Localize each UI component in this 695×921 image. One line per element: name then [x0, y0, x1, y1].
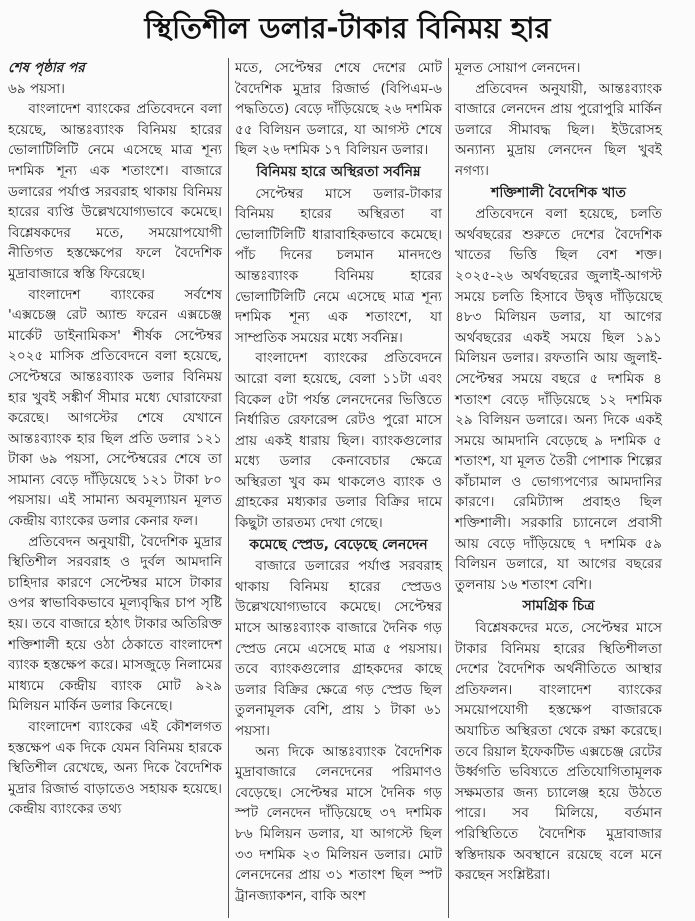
paragraph: বাংলাদেশ ব্যাংকের প্রতিবেদনে আরো বলা হয়েছে, বেলা ১১টা এবং বিকেল ৫টা পর্যন্ত লেনদেনের ভিত্তিতে নির্ধারিত রেফারেন্স রেটও পুরো মাসে প্রায় একই ধারায় ছিল। ব্যাংকগুলোর মধ্যে ডলার কেনাবেচার ক্ষেত্রে অস্থিরতা খুব কম থাকলেও ব্যাংক ও গ্রাহকের মধ্যকার ডলার বিক্রির দামে কিছুটা তারতম্য দেখা গেছে। — [235, 350, 442, 532]
column-1 — [8, 58, 228, 918]
paragraph: মূলত সোয়াপ লেনদেন। — [455, 60, 581, 76]
subheading: সামগ্রিক চিত্র — [522, 598, 595, 615]
paragraph: মতে, সেপ্টেম্বর শেষে দেশের মোট বৈদেশিক মুদ্রার রিজার্ভ (বিপিএম-৬ পদ্ধতিতে) বেড়ে দাঁড়িয়েছে ২৬ দশমিক ৫৫ বিলিয়ন ডলারে, যা আগস্ট শেষে ছিল ২৬ দশমিক ১৭ বিলিয়ন ডলার। — [235, 60, 442, 159]
column-3 — [448, 58, 668, 918]
paragraph: বিশ্লেষকদের মতে, সেপ্টেম্বর মাসে টাকার বিনিময় হারের স্থিতিশীলতা দেশের বৈদেশিক অর্থনীতিতে আস্থার প্রতিফলন। বাংলাদেশ ব্যাংকের সময়োপযোগী হস্তক্ষেপ বাজারকে অযাচিত অস্থিরতা থেকে রক্ষা করেছে। তবে রিয়াল ইফেকটিভ এক্সচেঞ্জ রেটের উর্ধ্বগতি ভবিষ্যতে প্রতিযোগিতামূলক সক্ষমতার জন্য চ্যালেঞ্জ হয়ে উঠতে পারে। সব মিলিয়ে, বর্তমান পরিস্থিতিতে বৈদেশিক মুদ্রাবাজার স্বস্তিদায়ক অবস্থানে রয়েছে বলে মনে করছেন সংশ্লিষ্টরা। — [455, 620, 662, 884]
paragraph: বাংলাদেশ ব্যাংকের সর্বশেষ 'এক্সচেঞ্জ রেট অ্যান্ড ফরেন এক্সচেঞ্জ মার্কেট ডাইনামিকস' শীর্ষক সেপ্টেম্বর ২০২৫ মাসিক প্রতিবেদনে বলা হয়েছে, সেপ্টেম্বরে আন্তঃব্যাংক ডলার বিনিময় হার খুবই সঙ্কীর্ণ সীমার মধ্যে ঘোরাফেরা করেছে। আগস্টের শেষে যেখানে আন্তঃব্যাংক হার ছিল প্রতি ডলার ১২১ টাকা ৬৯ পয়সা, সেপ্টেম্বরের শেষে তা সামান্য বেড়ে দাঁড়িয়েছে ১২১ টাকা ৮০ পয়সায়। এই সামান্য অবমূল্যায়ন মূলত কেন্দ্রীয় ব্যাংকের ডলার কেনার ফল। — [8, 286, 222, 530]
headline: স্থিতিশীল ডলার-টাকার বিনিময় হার — [144, 11, 551, 45]
paragraph: বাজারে ডলারের পর্যাপ্ত সরবরাহ থাকায় বিনিময় হারের স্প্রেডও উল্লেখযোগ্যভাবে কমেছে। সেপ্টেম্বর মাসে আন্তঃব্যাংক বাজারে দৈনিক গড় স্প্রেড নেমে এসেছে মাত্র ৫ পয়সায়। তবে ব্যাংকগুলোর গ্রাহকদের কাছে ডলার বিক্রির ক্ষেত্রে গড় স্প্রেড ছিল তুলনামূলক বেশি, প্রায় ১ টাকা ৬১ পয়সা। — [235, 558, 442, 739]
paragraph: প্রতিবেদন অনুযায়ী, বৈদেশিক মুদ্রার স্থিতিশীল সরবরাহ ও দুর্বল আমদানি চাহিদার কারণে সেপ্টেম্বর মাসে টাকার ওপর স্বাভাবিকভাবে মূল্যবৃদ্ধির চাপ সৃষ্টি হয়। তবে বাজারে হঠাৎ টাকার অতিরিক্ত শক্তিশালী হয়ে ওঠা ঠেকাতে বাংলাদেশ ব্যাংক হস্তক্ষেপ করে। মাসজুড়ে নিলামের মাধ্যমে কেন্দ্রীয় ব্যাংক মোট ৯২৯ মিলিয়ন মার্কিন ডলার কিনেছে। — [8, 533, 222, 715]
column-2 — [228, 58, 448, 918]
subheading: বিনিময় হারে অস্থিরতা সর্বনিম্ন — [256, 163, 421, 180]
paragraph: অন্য দিকে আন্তঃব্যাংক বৈদেশিক মুদ্রাবাজারে লেনদেনের পরিমাণও বেড়েছে। সেপ্টেম্বর মাসে দৈনিক গড় স্পট লেনদেন দাঁড়িয়েছে ৩৭ দশমিক ৮৬ মিলিয়ন ডলার, যা আগস্টে ছিল ৩৩ দশমিক ২৩ মিলিয়ন ডলার। মোট লেনদেনের প্রায় ৩১ শতাংশ ছিল স্পট ট্রানজ্যাকশন, বাকি অংশ — [235, 743, 442, 904]
paragraph: বাংলাদেশ ব্যাংকের এই কৌশলগত হস্তক্ষেপ এক দিকে যেমন বিনিময় হারকে স্থিতিশীল রেখেছে, অন্য দিকে বৈদেশিক মুদ্রার রিজার্ভ বাড়াতেও সহায়ক হয়েছে। কেন্দ্রীয় ব্যাংকের তথ্য — [8, 719, 222, 818]
subheading: শক্তিশালী বৈদেশিক খাত — [491, 184, 626, 201]
paragraph: সেপ্টেম্বর মাসে ডলার-টাকার বিনিময় হারের অস্থিরতা বা ভোলাটিলিটি ধারাবাহিকভাবে কমেছে। পাঁচ দিনের চলমান মানদণ্ডে আন্তঃব্যাংক বিনিময় হারের ভোলাটিলিটি নেমে এসেছে মাত্র শূন্য দশমিক শূন্য এক শতাংশে, যা সাম্প্রতিক সময়ের মধ্যে সর্বনিম্ন। — [235, 185, 442, 346]
paragraph: ৬৯ পয়সা। — [8, 80, 65, 97]
article-body — [8, 58, 688, 918]
paragraph: প্রতিবেদন অনুযায়ী, আন্তঃব্যাংক বাজারে লেনদেন প্রায় পুরোপুরি মার্কিন ডলারে সীমাবদ্ধ ছিল। ইউরোসহ অন্যান্য মুদ্রায় লেনদেন ছিল খুবই নগণ্য। — [455, 80, 662, 179]
paragraph: বাংলাদেশ ব্যাংকের প্রতিবেদনে বলা হয়েছে, আন্তঃব্যাংক বিনিময় হারের ভোলাটিলিটি নেমে এসেছে মাত্র শূন্য দশমিক শূন্য এক শতাংশে। বাজারে ডলারের পর্যাপ্ত সরবরাহ থাকায় বিনিময় হারের ব্যপ্তি উল্লেখযোগ্যভাবে কমেছে। বিশ্লেষকদের মতে, সময়োপযোগী নীতিগত হস্তক্ষেপের ফলে বৈদেশিক মুদ্রাবাজারে স্বস্তি ফিরেছে। — [8, 101, 222, 282]
continued-from-kicker: শেষ পৃষ্ঠার পর — [8, 60, 85, 76]
paragraph: প্রতিবেদনে বলা হয়েছে, চলতি অর্থবছরের শুরুতে দেশের বৈদেশিক খাতের ভিত্তি ছিল বেশ শক্ত। ২০২৫-২৬ অর্থবছরের জুলাই-আগস্ট সময়ে চলতি হিসাবে উদ্বৃত্ত দাঁড়িয়েছে ৪৮৩ মিলিয়ন ডলার, যা আগের অর্থবছরের একই সময়ে ছিল ১৯১ মিলিয়ন ডলার। রফতানি আয় জুলাই-সেপ্টেম্বর সময়ে বছরে ৫ দশমিক ৪ শতাংশ বেড়ে দাঁড়িয়েছে ১২ দশমিক ২৯ বিলিয়ন ডলারে। অন্য দিকে একই সময়ে আমদানি বেড়েছে ৯ দশমিক ৫ শতাংশ, যা মূলত তৈরী পোশাক শিল্পের কাঁচামাল ও ভোগ্যপণ্যের আমদানির কারণে। রেমিট্যান্স প্রবাহও ছিল শক্তিশালী। সরকারি চ্যানেলে প্রবাসী আয় বেড়ে দাঁড়িয়েছে ৭ দশমিক ৫৯ বিলিয়ন ডলারে, যা আগের বছরের তুলনায় ১৬ শতাংশ বেশি। — [455, 206, 662, 593]
subheading: কমেছে স্প্রেড, বেড়েছে লেনদেন — [249, 536, 428, 553]
